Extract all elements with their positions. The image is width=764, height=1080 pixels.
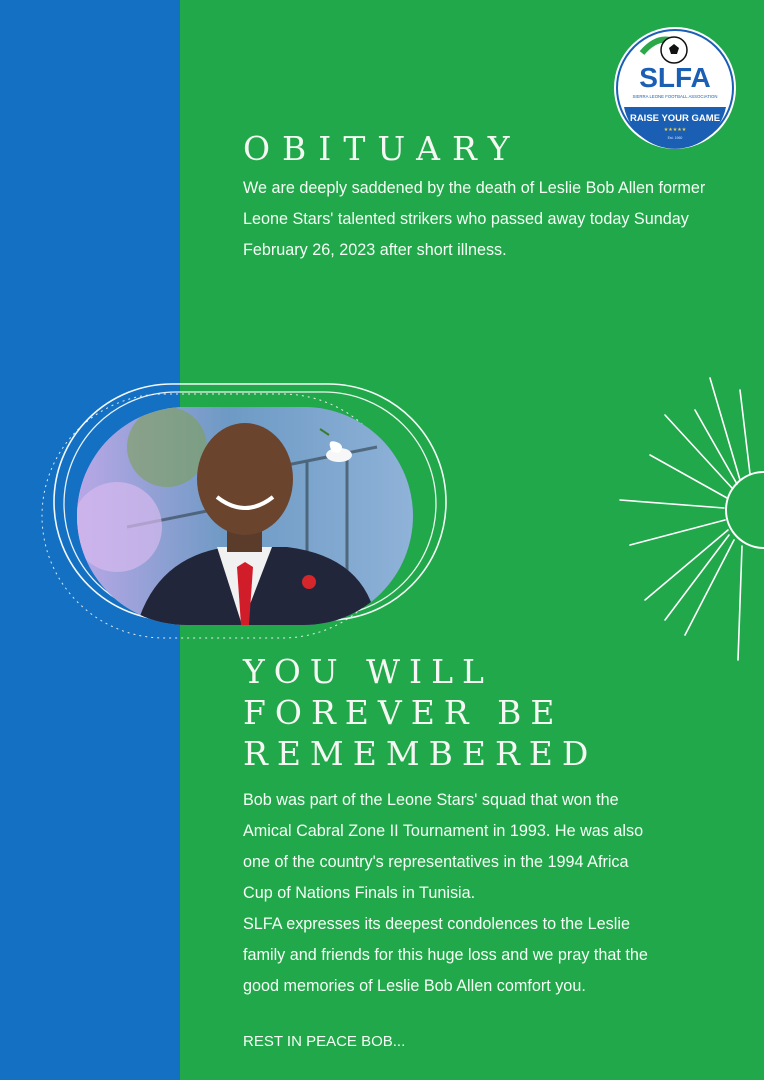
tribute-line: Bob was part of the Leone Stars' squad that won the <box>243 791 619 809</box>
obituary-text: We are deeply saddened by the death of Leslie Bob Allen former Leone Stars' talented strikers who passed away today Sunday February 26, 2023 after short illness. <box>243 179 706 259</box>
sunburst-decoration <box>610 370 764 670</box>
tribute-line: family and friends for this huge loss and we pray that the <box>243 946 648 964</box>
tribute-line: Amical Cabral Zone II Tournament in 1993. He was also <box>243 822 644 840</box>
tribute-line: SLFA expresses its deepest condolences to the Leslie <box>243 915 630 933</box>
logo-stars: ★★★★★ <box>663 127 687 133</box>
tribute-line: one of the country's representatives in the 1994 Africa <box>243 853 629 871</box>
tribute-paragraph <box>243 785 733 1002</box>
logo-tagline: RAISE YOUR GAME <box>629 113 721 124</box>
logo-brand: SLFA <box>639 62 711 93</box>
slfa-logo <box>612 25 738 151</box>
closing-message: REST IN PEACE BOB... <box>243 1033 406 1050</box>
tribute-line: good memories of Leslie Bob Allen comfort you. <box>243 977 586 995</box>
obituary-heading: OBITUARY <box>243 129 522 168</box>
remember-heading-line: YOU WILL <box>243 652 493 691</box>
logo-year: Est. 1960 <box>667 136 683 140</box>
logo-org: SIERRA LEONE FOOTBALL ASSOCIATION <box>632 94 718 99</box>
remember-heading-line: FOREVER BE <box>243 693 564 732</box>
soccer-ball-icon <box>661 37 687 63</box>
remember-heading-line: REMEMBERED <box>243 734 598 773</box>
memorial-photo <box>77 407 413 625</box>
tribute-line: Cup of Nations Finals in Tunisia. <box>243 884 476 902</box>
remember-heading <box>243 651 597 774</box>
